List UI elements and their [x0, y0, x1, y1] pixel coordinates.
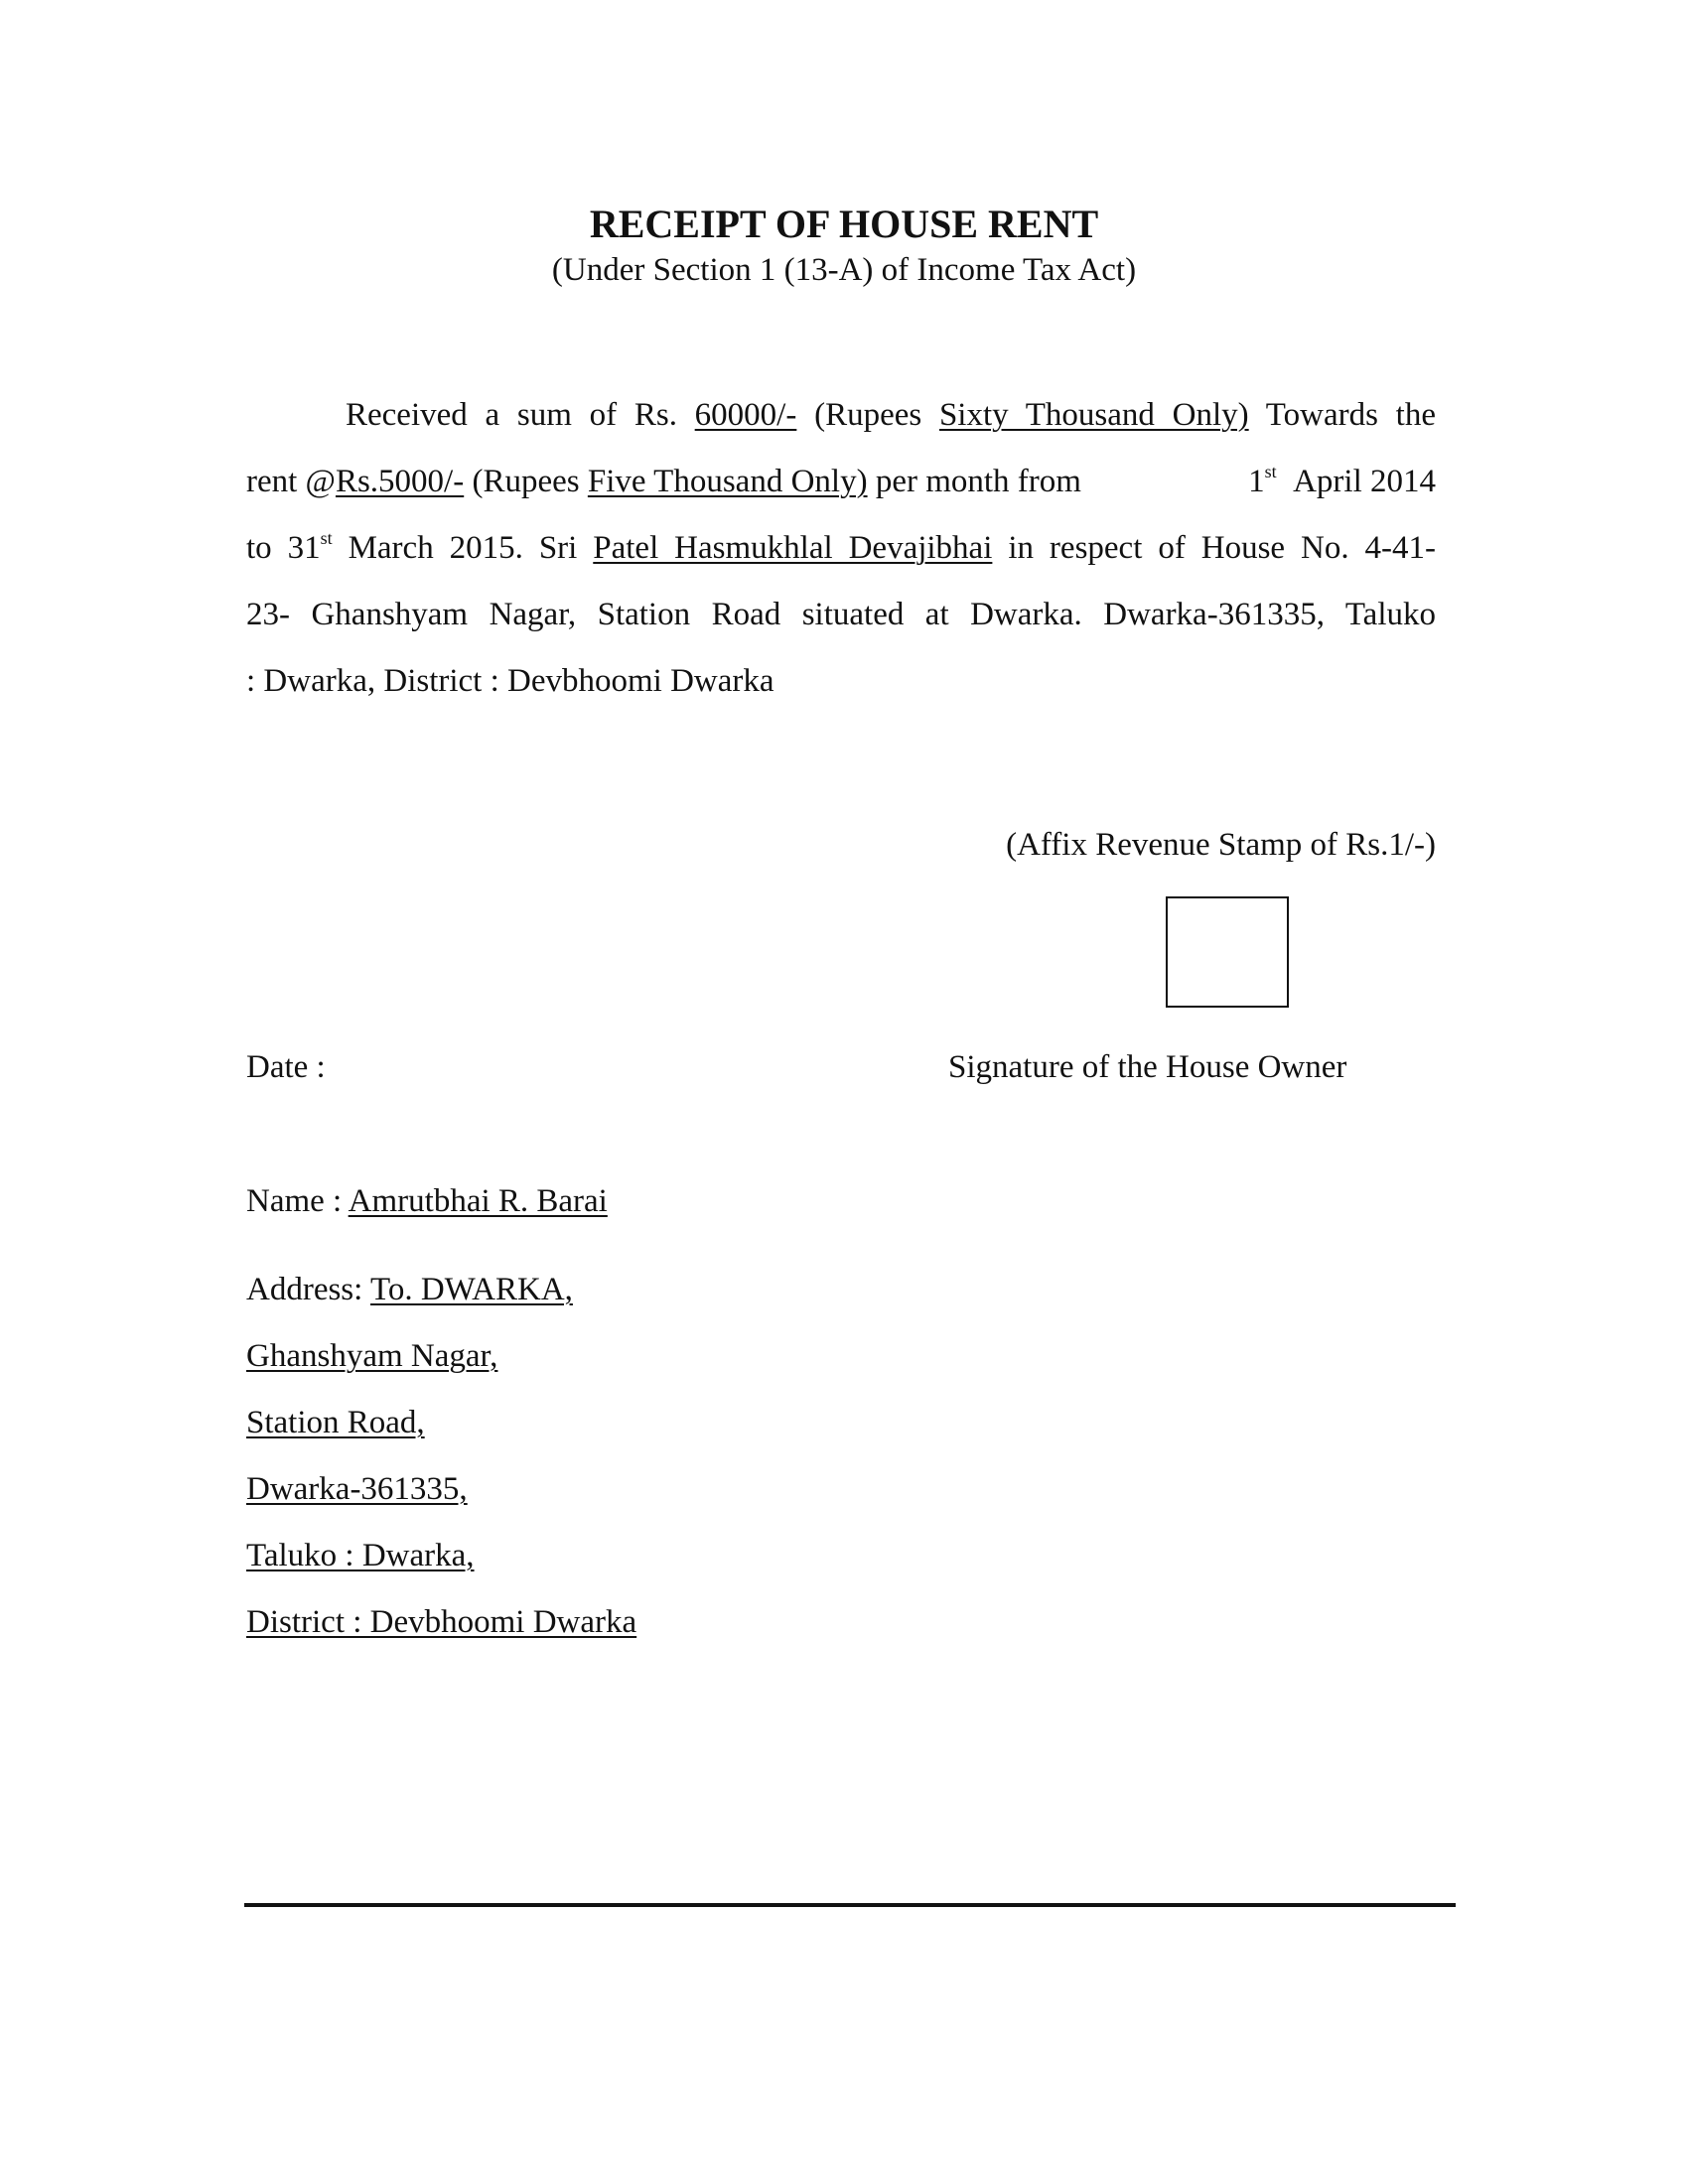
tenant-name: Patel Hasmukhlal Devajibhai	[593, 530, 993, 566]
text: Received a sum of Rs.	[346, 397, 695, 433]
address-line-1	[246, 1272, 573, 1308]
text: (Rupees	[464, 464, 588, 499]
start-day: 1	[1248, 464, 1265, 499]
ordinal-suffix: st	[320, 528, 333, 548]
owner-name-line	[246, 1183, 608, 1220]
address-line-2	[246, 1338, 497, 1375]
name-label: Name :	[246, 1183, 349, 1219]
address-value: Taluko : Dwarka,	[246, 1538, 475, 1573]
monthly-rent: Rs.5000/-	[335, 464, 465, 499]
paragraph-line-1	[246, 382, 1436, 449]
revenue-stamp-label: (Affix Revenue Stamp of Rs.1/-)	[1006, 827, 1436, 863]
text: March 2015. Sri	[332, 530, 594, 566]
receipt-paragraph	[246, 382, 1436, 715]
text: in respect of House No. 4-41-	[992, 530, 1436, 566]
address-value: Station Road,	[246, 1405, 425, 1440]
address-label: Address:	[246, 1272, 370, 1307]
start-month-year: April 2014	[1293, 464, 1436, 499]
document-title: RECEIPT OF HOUSE RENT	[589, 202, 1099, 246]
total-amount-words: Sixty Thousand Only)	[938, 397, 1249, 433]
text: (Rupees	[796, 397, 939, 433]
paragraph-line-3	[246, 515, 1436, 582]
document-subtitle: (Under Section 1 (13-A) of Income Tax Act)	[551, 252, 1137, 288]
bottom-rule	[244, 1903, 1456, 1907]
signature-label: Signature of the House Owner	[948, 1049, 1347, 1085]
address-line-6	[246, 1604, 636, 1641]
date-label: Date :	[246, 1049, 326, 1085]
monthly-rent-words: Five Thousand Only)	[587, 464, 868, 499]
address-line-3	[246, 1405, 425, 1441]
paragraph-line-2	[246, 449, 1436, 515]
address-value: Dwarka-361335,	[246, 1471, 468, 1507]
paragraph-line-4: 23- Ghanshyam Nagar, Station Road situated at Dwarka. Dwarka-361335, Taluko	[246, 597, 1436, 632]
text: Towards the	[1248, 397, 1436, 433]
ordinal-suffix: st	[1264, 462, 1277, 481]
address-line-5	[246, 1538, 475, 1574]
address-line-4	[246, 1471, 468, 1508]
paragraph-line-5: : Dwarka, District : Devbhoomi Dwarka	[246, 663, 774, 699]
owner-name: Amrutbhai R. Barai	[348, 1183, 608, 1219]
text: rent @	[246, 464, 336, 499]
address-value: To. DWARKA,	[369, 1272, 573, 1307]
start-date	[1248, 449, 1436, 515]
address-value: District : Devbhoomi Dwarka	[246, 1604, 637, 1640]
revenue-stamp-box	[1166, 896, 1289, 1008]
text: to 31	[246, 530, 321, 566]
address-value: Ghanshyam Nagar,	[246, 1338, 498, 1374]
text: per month from	[867, 464, 1081, 499]
total-amount: 60000/-	[694, 397, 797, 433]
